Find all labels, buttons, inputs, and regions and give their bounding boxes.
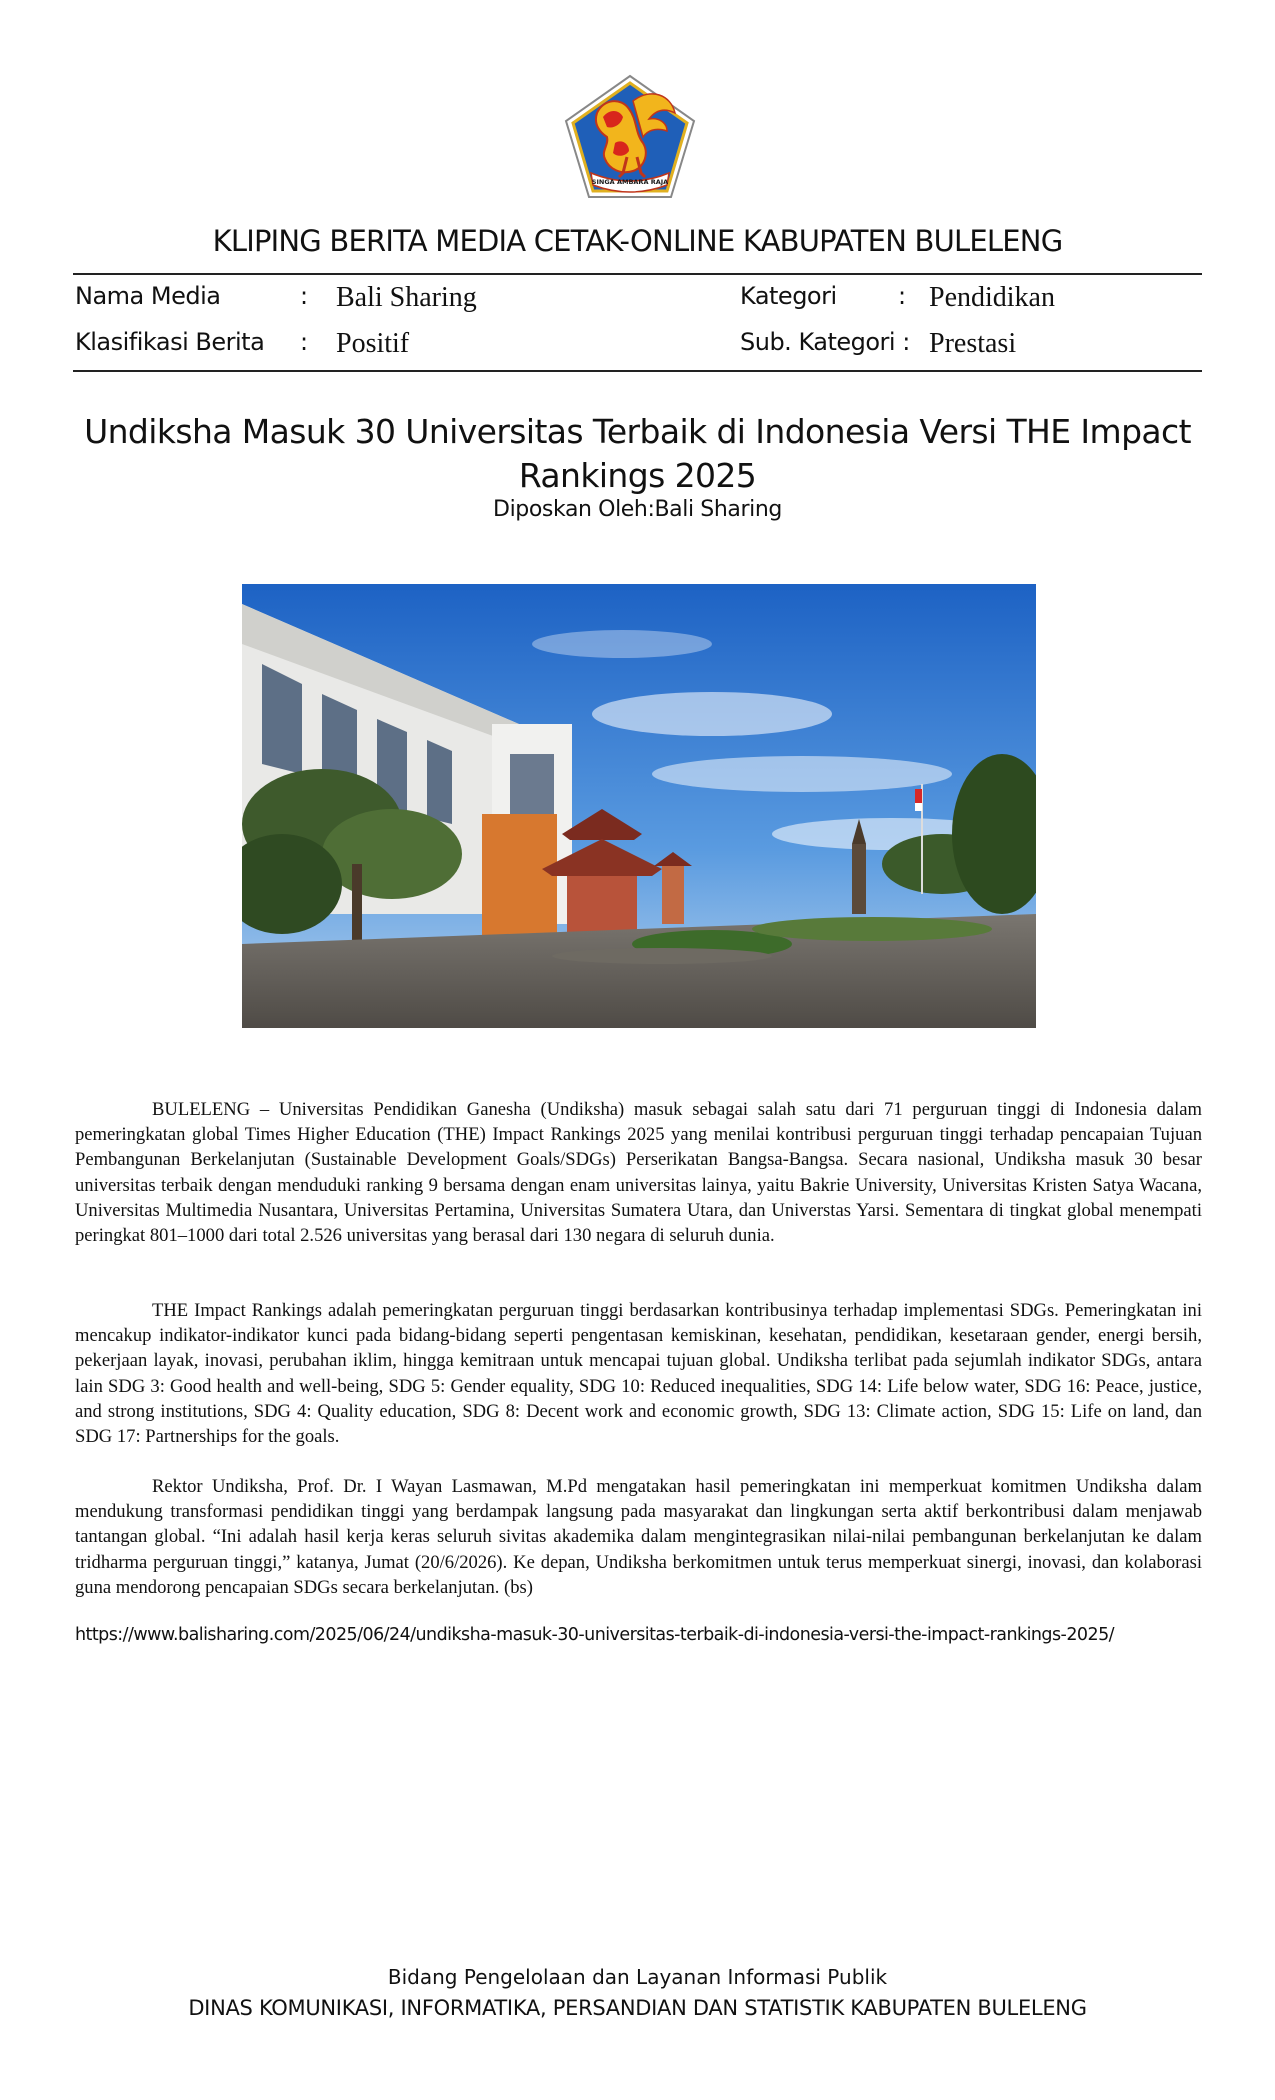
article-title: Undiksha Masuk 30 Universitas Terbaik di Indonesia Versi THE Impact Rankings 2025: [84, 412, 1191, 495]
category-colon: :: [898, 282, 907, 310]
article-byline: Diposkan Oleh:Bali Sharing: [493, 497, 782, 522]
source-url-link[interactable]: https://www.balisharing.com/2025/06/24/undiksha-masuk-30-universitas-terbaik-di-indonesia-versi-the-impact-rankings-2025/: [75, 1625, 1115, 1645]
media-name-colon: :: [300, 282, 309, 310]
category-value: Pendidikan: [929, 282, 1055, 313]
article-paragraph-1: BULELENG – Universitas Pendidikan Ganesha (Undiksha) masuk sebagai salah satu dari 71 perguruan tinggi di Indonesia dalam pemeringkatan global Times Higher Education (THE) Impact Rankings 2025 yang menilai kontribusi perguruan tinggi terhadap pencapaian Tujuan Pembangunan Berkelanjutan (Sustainable Development Goals/SDGs) Perserikatan Bangsa-Bangsa. Secara nasional, Undiksha masuk 30 besar universitas terbaik dengan menduduki ranking 9 bersama dengan enam universitas lainya, yaitu Bakrie University, Universitas Kristen Satya Wacana, Universitas Multimedia Nusantara, Universitas Pertamina, Universitas Sumatera Utara, dan Universtas Yarsi. Sementara di tingkat global menempati peringkat 801–1000 dari total 2.526 universitas yang berasal dari 130 negara di seluruh dunia.: [75, 1099, 1202, 1247]
article-paragraph-2: THE Impact Rankings adalah pemeringkatan perguruan tinggi berdasarkan kontribusinya terhadap implementasi SDGs. Pemeringkatan ini mencakup indikator-indikator kunci pada bidang-bidang seperti pengentasan kemiskinan, kesehatan, pendidikan, kesetaraan gender, energi bersih, pekerjaan layak, inovasi, perubahan iklim, hingga kemitraan untuk mencapai tujuan global. Undiksha terlibat pada sejumlah indikator SDGs, antara lain SDG 3: Good health and well-being, SDG 5: Gender equality, SDG 10: Reduced inequalities, SDG 14: Life below water, SDG 16: Peace, justice, and strong institutions, SDG 4: Quality education, SDG 8: Decent work and economic growth, SDG 13: Climate action, SDG 15: Life on land, dan SDG 17: Partnerships for the goals.: [75, 1300, 1202, 1448]
media-name-value: Bali Sharing: [336, 282, 477, 313]
classification-label: Klasifikasi Berita: [75, 328, 265, 356]
header-top-rule: [73, 273, 1202, 275]
media-name-label: Nama Media: [75, 282, 221, 310]
classification-colon: :: [300, 328, 309, 356]
clipping-header-title: KLIPING BERITA MEDIA CETAK-ONLINE KABUPATEN BULELENG: [212, 224, 1063, 258]
subcategory-label: Sub. Kategori :: [740, 328, 910, 356]
header-bottom-rule: [73, 370, 1202, 372]
category-label: Kategori: [740, 282, 837, 310]
article-paragraph-3: Rektor Undiksha, Prof. Dr. I Wayan Lasmawan, M.Pd mengatakan hasil pemeringkatan ini memperkuat komitmen Undiksha dalam mendukung transformasi pendidikan tinggi yang berdampak langsung pada masyarakat dan lingkungan serta aktif berkontribusi dalam menjawab tantangan global. “Ini adalah hasil kerja keras seluruh sivitas akademika dalam mengintegrasikan nilai-nilai pembangunan berkelanjutan ke dalam tridharma perguruan tinggi,” katanya, Jumat (20/6/2026). Ke depan, Undiksha berkomitmen untuk terus memperkuat sinergi, inovasi, dan kolaborasi guna mendorong pencapaian SDGs secara berkelanjutan. (bs): [75, 1476, 1202, 1598]
footer-division-name: Bidang Pengelolaan dan Layanan Informasi Publik: [387, 1965, 888, 1989]
logo-motto-text: SINGA AMBARA RAJA: [591, 178, 669, 186]
classification-value: Positif: [336, 328, 410, 359]
subcategory-value: Prestasi: [929, 328, 1017, 359]
singa-ambara-raja-logo: [563, 73, 697, 201]
undiksha-campus-building-photo: [242, 584, 1036, 1028]
footer-agency-name: DINAS KOMUNIKASI, INFORMATIKA, PERSANDIAN DAN STATISTIK KABUPATEN BULELENG: [188, 1996, 1087, 2020]
